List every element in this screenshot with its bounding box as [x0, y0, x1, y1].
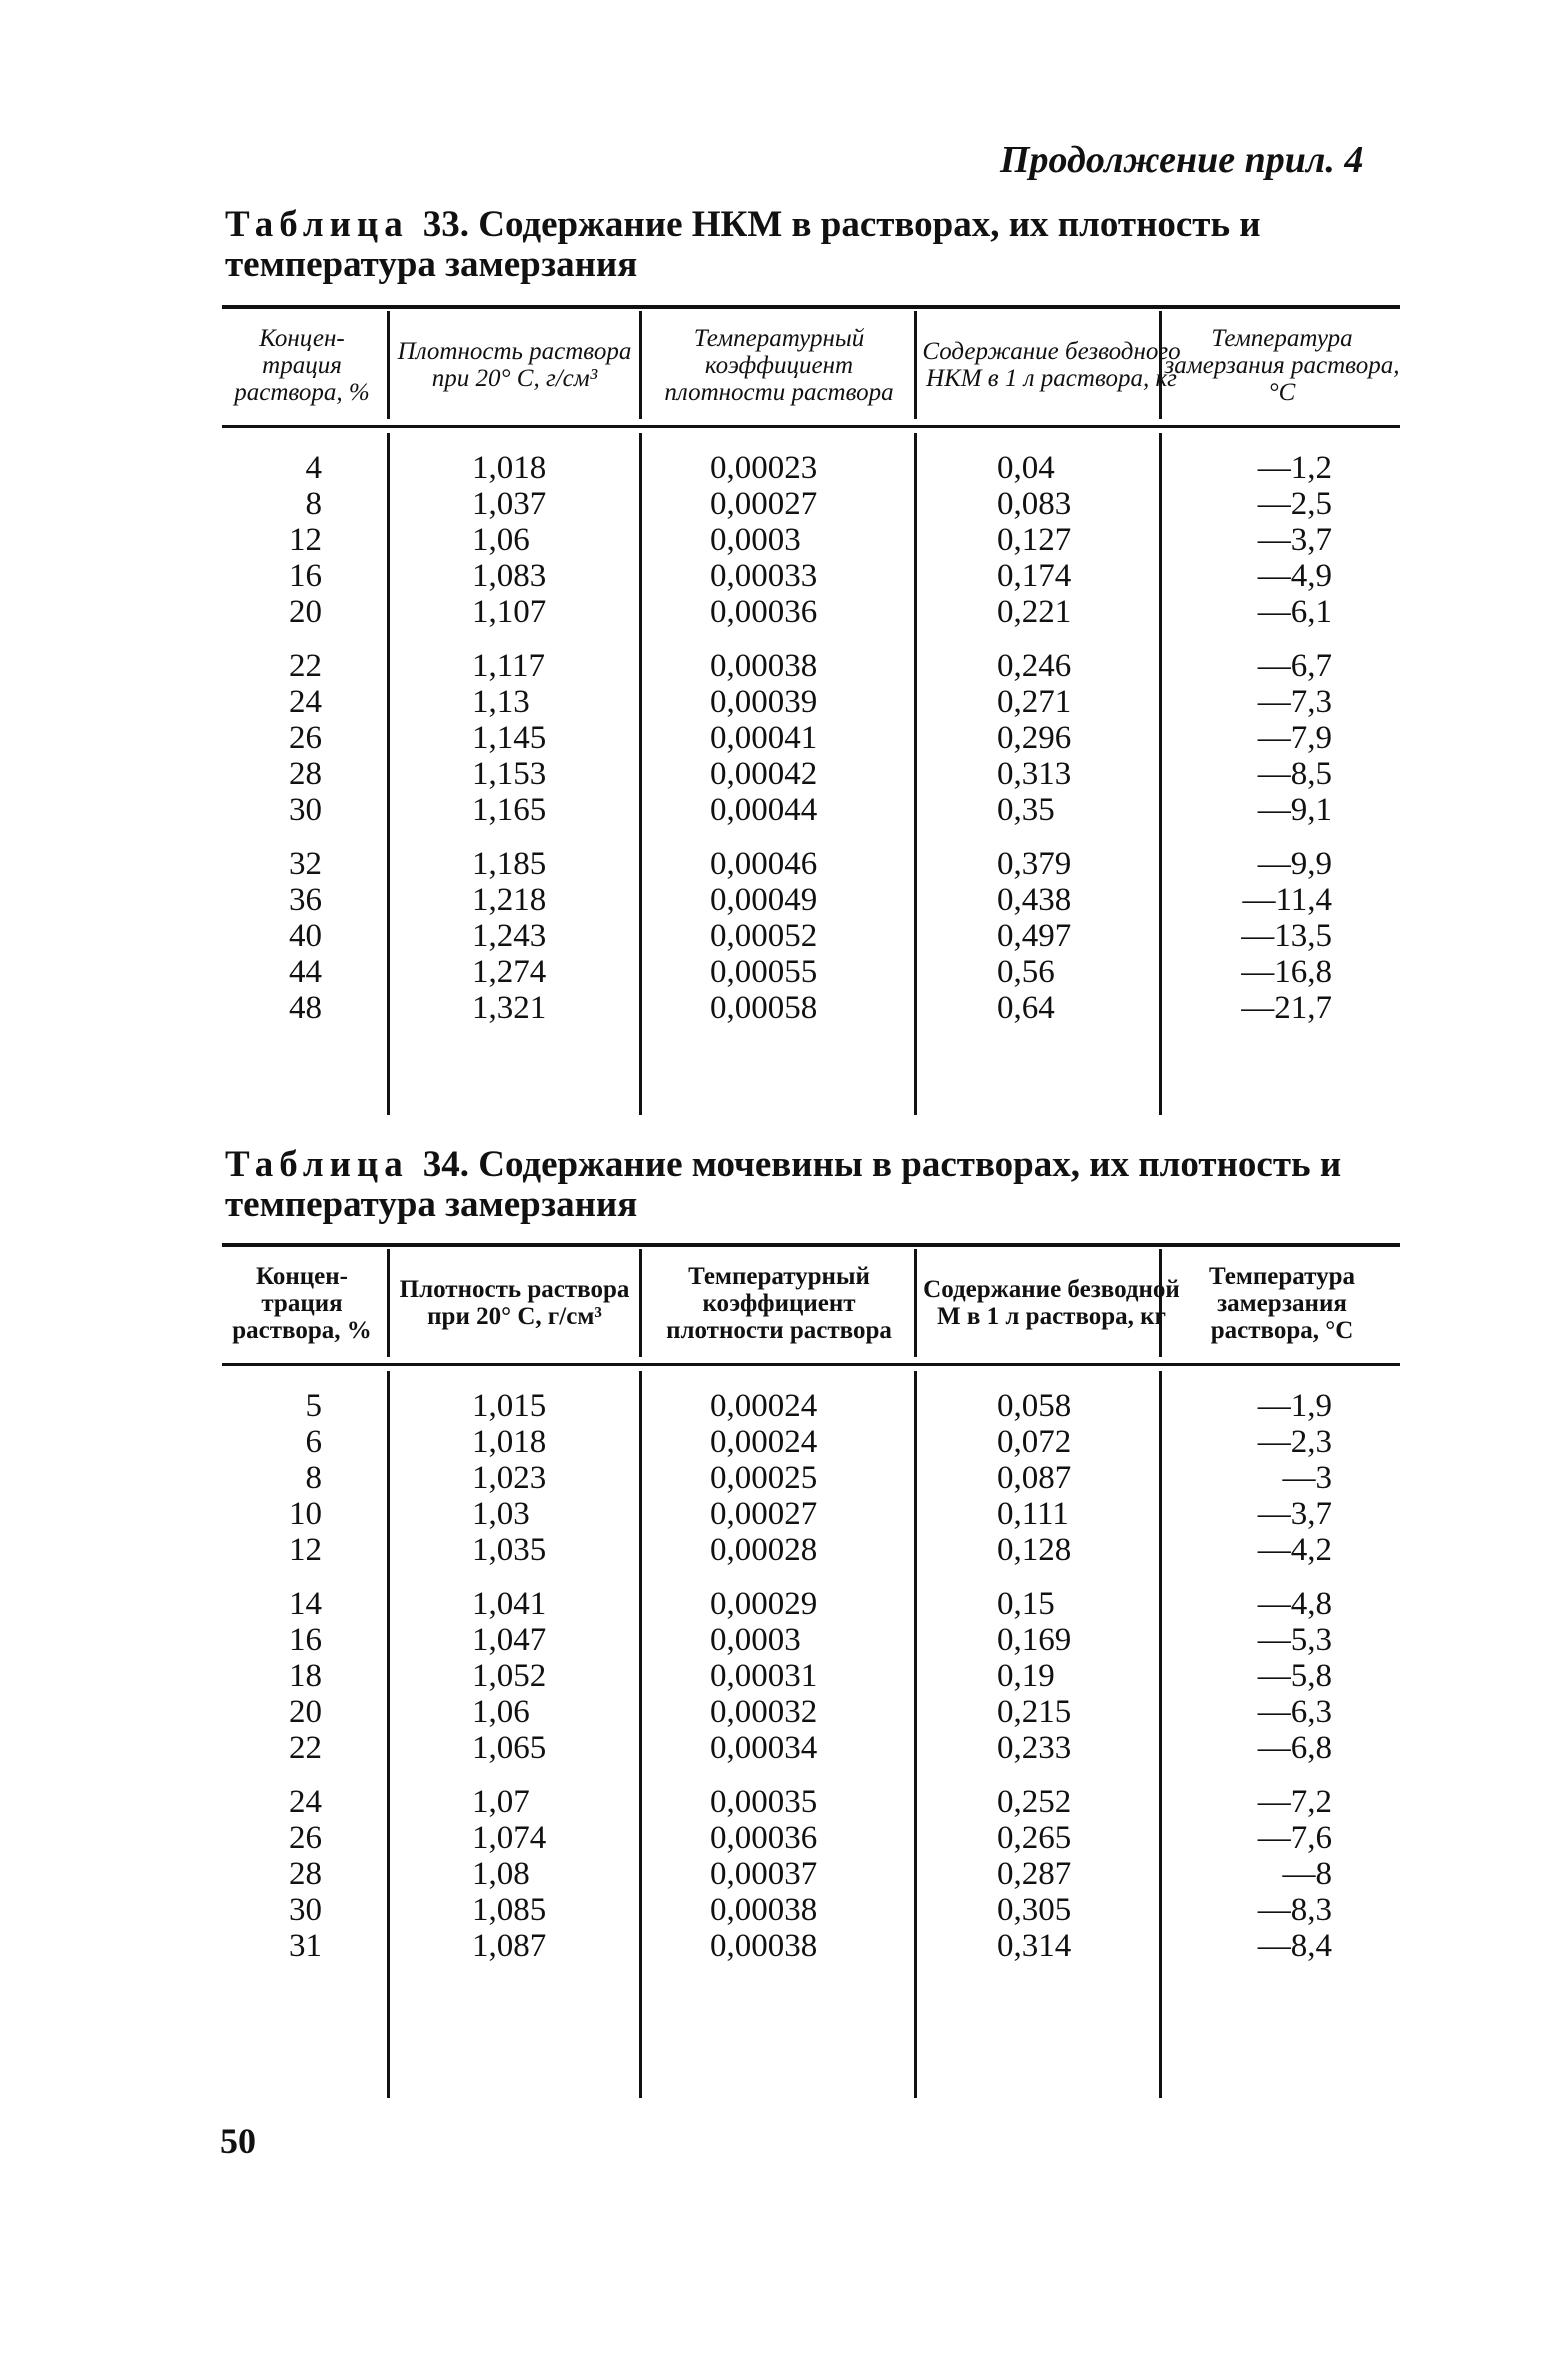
- table34-cell: 1,06: [472, 1694, 530, 1730]
- table34-column-divider: [639, 1371, 642, 2098]
- table34-cell: 0,00037: [710, 1856, 818, 1892]
- table34-column-2: [710, 1388, 870, 1964]
- table34-cell: 0,233: [997, 1730, 1072, 1766]
- table34-cell: 26: [289, 1820, 322, 1856]
- table33-cell: 0,379: [997, 846, 1072, 882]
- table33-cell: —7,9: [1257, 720, 1332, 756]
- table34-cell: 1,047: [472, 1622, 547, 1658]
- table33-cell: 0,497: [997, 918, 1072, 954]
- table34-cell: 16: [289, 1622, 322, 1658]
- table33-cell: 1,153: [472, 756, 547, 792]
- table33-cell: —2,5: [1257, 486, 1332, 522]
- table33-cell: 0,00055: [710, 954, 818, 990]
- table33-cell: 16: [289, 558, 322, 594]
- table33-cell: 28: [289, 756, 322, 792]
- table33-column-divider: [1159, 433, 1162, 1115]
- table34-cell: 28: [289, 1856, 322, 1892]
- table34-cell: 0,00025: [710, 1460, 818, 1496]
- table33-cell: 0,00041: [710, 720, 818, 756]
- table33-cell: 0,00058: [710, 990, 818, 1026]
- table34-cell: 0,00024: [710, 1388, 818, 1424]
- table34-column-divider: [1159, 1371, 1162, 2098]
- page-number: 50: [220, 2121, 256, 2161]
- table33-cell: 8: [305, 486, 322, 522]
- table33-cell: 1,13: [472, 684, 530, 720]
- table34-column-0: [222, 1388, 322, 1964]
- table33-cell: 0,438: [997, 882, 1072, 918]
- table34-column-4: [1182, 1388, 1332, 1964]
- table33-cell: 0,00039: [710, 684, 818, 720]
- table34-cell: 0,287: [997, 1856, 1072, 1892]
- table34-cell: —1,9: [1257, 1388, 1332, 1424]
- table34-cell: —3,7: [1257, 1496, 1332, 1532]
- table34-cell: 0,265: [997, 1820, 1072, 1856]
- table34-cell: —7,6: [1257, 1820, 1332, 1856]
- table33-caption-text: 33. Содержание НКМ в растворах, их плотность и температура замерзания: [225, 204, 1261, 285]
- table33-cell: 40: [289, 918, 322, 954]
- table-33: [222, 305, 1400, 1115]
- table33-cell: —1,2: [1257, 450, 1332, 486]
- table33-header-3: Содержание безводного НКМ в 1 л раствора, кг: [922, 338, 1181, 392]
- table33-cell: 1,018: [472, 450, 547, 486]
- table33-cell: —11,4: [1242, 882, 1332, 918]
- table34-cell: 30: [289, 1892, 322, 1928]
- table33-column-4: [1182, 450, 1332, 1026]
- table34-column-3: [997, 1388, 1137, 1964]
- table34-cell: 1,041: [472, 1586, 547, 1622]
- table33-column-divider: [639, 433, 642, 1115]
- table33-column-3: [997, 450, 1137, 1026]
- table34-cell: —5,3: [1257, 1622, 1332, 1658]
- table33-cell: —6,1: [1257, 594, 1332, 630]
- table33-cell: —9,1: [1257, 792, 1332, 828]
- table34-header-divider: [639, 1249, 642, 1357]
- table33-header-0: Концен-трация раствора, %: [234, 324, 370, 406]
- table34-column-1: [472, 1388, 612, 1964]
- table34-cell: 0,252: [997, 1784, 1072, 1820]
- table33-cell: 0,56: [997, 954, 1055, 990]
- table33-cell: 24: [289, 684, 322, 720]
- table33-cell: 0,083: [997, 486, 1072, 522]
- table33-caption: [225, 205, 1385, 285]
- table33-column-1: [472, 450, 612, 1026]
- table33-cell: 1,145: [472, 720, 547, 756]
- page-header: Продолжение прил. 4: [1000, 139, 1364, 181]
- table33-header-4: Температура замерзания раствора, °С: [1164, 324, 1400, 406]
- table33-cell: 1,274: [472, 954, 547, 990]
- table34-cell: 0,00035: [710, 1784, 818, 1820]
- table34-cell: 0,00038: [710, 1892, 818, 1928]
- table33-cell: —9,9: [1257, 846, 1332, 882]
- table33-cell: 1,243: [472, 918, 547, 954]
- table34-cell: 0,00034: [710, 1730, 818, 1766]
- table33-cell: 0,00033: [710, 558, 818, 594]
- table-34: [222, 1243, 1400, 2098]
- table33-cell: 0,246: [997, 648, 1072, 684]
- table33-cell: 0,00049: [710, 882, 818, 918]
- table34-cell: 0,314: [997, 1928, 1072, 1964]
- table34-cell: 0,00031: [710, 1658, 818, 1694]
- table33-header-2: Температурный коэффициент плотности раствора: [664, 324, 894, 406]
- table34-cell: 0,19: [997, 1658, 1055, 1694]
- table34-header-divider: [914, 1249, 917, 1357]
- table34-cell: —7,2: [1257, 1784, 1332, 1820]
- table34-cell: 0,00032: [710, 1694, 818, 1730]
- table33-cell: 1,107: [472, 594, 547, 630]
- table33-cell: 0,00038: [710, 648, 818, 684]
- table33-cell: 1,185: [472, 846, 547, 882]
- table34-cell: 0,00028: [710, 1532, 818, 1568]
- table34-cell: 0,00027: [710, 1496, 818, 1532]
- table34-header-4: Температура замерзания раствора, °С: [1209, 1262, 1355, 1344]
- table33-cell: 12: [289, 522, 322, 558]
- table33-cell: 0,64: [997, 990, 1055, 1026]
- table33-header-rule: [222, 425, 1400, 428]
- table34-cell: 0,111: [997, 1496, 1069, 1532]
- table33-column-2: [710, 450, 870, 1026]
- table33-cell: —4,9: [1257, 558, 1332, 594]
- table34-column-divider: [914, 1371, 917, 2098]
- table34-cell: 1,08: [472, 1856, 530, 1892]
- table33-cell: 1,165: [472, 792, 547, 828]
- table34-header-divider: [387, 1249, 390, 1357]
- table34-cell: 0,072: [997, 1424, 1072, 1460]
- table33-cell: 44: [289, 954, 322, 990]
- table34-cell: 1,015: [472, 1388, 547, 1424]
- table33-cell: 0,0003: [710, 522, 801, 558]
- table34-cell: 22: [289, 1730, 322, 1766]
- table33-cell: —16,8: [1241, 954, 1332, 990]
- table33-cell: —3,7: [1257, 522, 1332, 558]
- table33-cell: 0,00046: [710, 846, 818, 882]
- table34-cell: 1,085: [472, 1892, 547, 1928]
- table33-cell: 0,00027: [710, 486, 818, 522]
- table33-cell: 1,321: [472, 990, 547, 1026]
- table33-cell: 0,221: [997, 594, 1072, 630]
- table34-cell: 1,07: [472, 1784, 530, 1820]
- table33-cell: 48: [289, 990, 322, 1026]
- table33-cell: 0,127: [997, 522, 1072, 558]
- table34-cell: 0,15: [997, 1586, 1055, 1622]
- table34-cell: 0,215: [997, 1694, 1072, 1730]
- table34-column-divider: [387, 1371, 390, 2098]
- table34-cell: 10: [289, 1496, 322, 1532]
- table34-cell: 5: [305, 1388, 322, 1424]
- table34-cell: 0,058: [997, 1388, 1072, 1424]
- table33-cell: 0,00044: [710, 792, 818, 828]
- table34-header-0: Концен-трация раствора, %: [232, 1262, 372, 1344]
- table33-cell: —13,5: [1241, 918, 1332, 954]
- table33-cell: 32: [289, 846, 322, 882]
- table34-cell: 1,035: [472, 1532, 547, 1568]
- table34-cell: —6,3: [1257, 1694, 1332, 1730]
- table34-caption-text: 34. Содержание мочевины в растворах, их плотность и температура замерзания: [225, 1144, 1342, 1225]
- table34-header-1: Плотность раствора при 20° С, г/см³: [399, 1276, 630, 1330]
- table34-cell: 18: [289, 1658, 322, 1694]
- table34-cell: 0,128: [997, 1532, 1072, 1568]
- table33-cell: 0,174: [997, 558, 1072, 594]
- table33-cell: 0,00036: [710, 594, 818, 630]
- table34-cell: 0,0003: [710, 1622, 801, 1658]
- table34-cell: 0,00036: [710, 1820, 818, 1856]
- table33-cell: —6,7: [1257, 648, 1332, 684]
- table34-cell: 0,305: [997, 1892, 1072, 1928]
- table33-cell: 26: [289, 720, 322, 756]
- table33-column-0: [222, 450, 322, 1026]
- table33-column-divider: [387, 433, 390, 1115]
- table33-cell: 0,04: [997, 450, 1055, 486]
- table33-cell: 1,06: [472, 522, 530, 558]
- table34-cell: 1,065: [472, 1730, 547, 1766]
- table34-header-3: Содержание безводной М в 1 л раствора, кг: [923, 1276, 1180, 1330]
- table33-header-divider: [639, 311, 642, 419]
- table34-header-2: Температурный коэффициент плотности раствора: [666, 1262, 892, 1344]
- table33-cell: 36: [289, 882, 322, 918]
- table34-cell: —8: [1282, 1856, 1332, 1892]
- table34-cell: —5,8: [1257, 1658, 1332, 1694]
- table34-cell: 1,087: [472, 1928, 547, 1964]
- table33-cell: —8,5: [1257, 756, 1332, 792]
- table34-cell: 24: [289, 1784, 322, 1820]
- table34-cell: 0,00029: [710, 1586, 818, 1622]
- table34-cell: —4,8: [1257, 1586, 1332, 1622]
- table34-cell: 1,018: [472, 1424, 547, 1460]
- table34-cell: 8: [305, 1460, 322, 1496]
- table34-cell: 12: [289, 1532, 322, 1568]
- table34-header-rule: [222, 1363, 1400, 1366]
- table34-cell: —4,2: [1257, 1532, 1332, 1568]
- table34-cell: 0,00024: [710, 1424, 818, 1460]
- table34-caption: [225, 1145, 1385, 1225]
- table33-cell: 1,083: [472, 558, 547, 594]
- table34-cell: —2,3: [1257, 1424, 1332, 1460]
- table33-cell: 0,00052: [710, 918, 818, 954]
- table33-cell: 1,037: [472, 486, 547, 522]
- table33-cell: 0,296: [997, 720, 1072, 756]
- table34-cell: 31: [289, 1928, 322, 1964]
- table33-cell: —21,7: [1241, 990, 1332, 1026]
- table33-cell: 0,35: [997, 792, 1055, 828]
- table34-cell: 1,074: [472, 1820, 547, 1856]
- table34-cell: 1,023: [472, 1460, 547, 1496]
- table33-cell: —7,3: [1257, 684, 1332, 720]
- table34-cell: 0,169: [997, 1622, 1072, 1658]
- table34-cell: 14: [289, 1586, 322, 1622]
- table33-cell: 0,313: [997, 756, 1072, 792]
- table33-cell: 22: [289, 648, 322, 684]
- table34-cell: —6,8: [1257, 1730, 1332, 1766]
- table33-column-divider: [914, 433, 917, 1115]
- table33-cell: 0,00042: [710, 756, 818, 792]
- table33-cell: 4: [305, 450, 322, 486]
- table34-cell: 1,03: [472, 1496, 530, 1532]
- table33-cell: 0,00023: [710, 450, 818, 486]
- table33-header-1: Плотность раствора при 20° С, г/см³: [397, 338, 632, 392]
- table34-cell: 1,052: [472, 1658, 547, 1694]
- table33-cell: 1,117: [472, 648, 546, 684]
- table33-cell: 20: [289, 594, 322, 630]
- table34-cell: 0,087: [997, 1460, 1072, 1496]
- table34-cell: 6: [305, 1424, 322, 1460]
- table34-caption-word: Таблица: [225, 1144, 409, 1185]
- table33-header-divider: [387, 311, 390, 419]
- table33-header-divider: [914, 311, 917, 419]
- table34-cell: —3: [1282, 1460, 1332, 1496]
- table33-cell: 0,271: [997, 684, 1072, 720]
- table33-caption-word: Таблица: [225, 204, 409, 245]
- table34-cell: —8,4: [1257, 1928, 1332, 1964]
- table34-cell: 20: [289, 1694, 322, 1730]
- table33-cell: 1,218: [472, 882, 547, 918]
- table33-cell: 30: [289, 792, 322, 828]
- table34-cell: 0,00038: [710, 1928, 818, 1964]
- table34-cell: —8,3: [1257, 1892, 1332, 1928]
